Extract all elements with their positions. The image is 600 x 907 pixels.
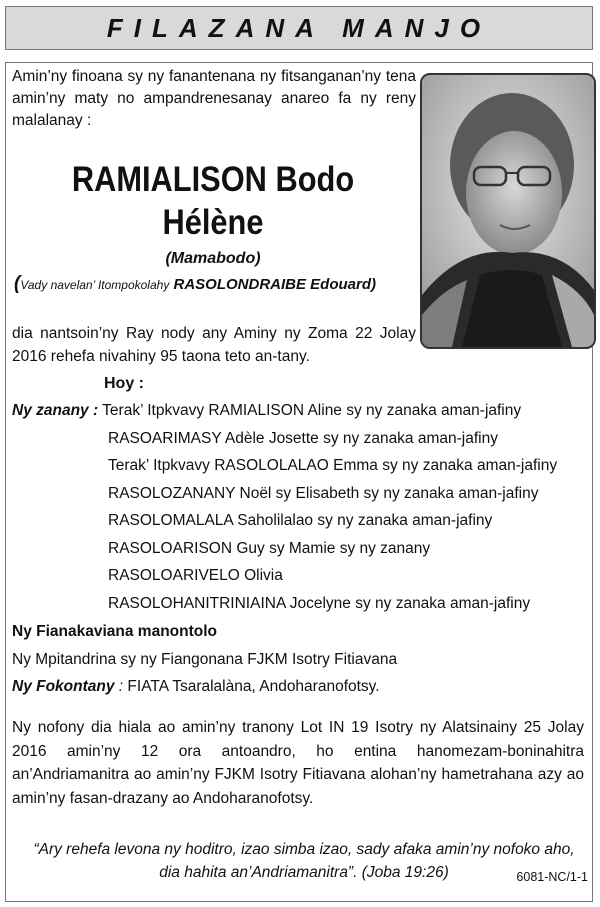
list-item: RASOLOARIVELO Olivia — [108, 567, 283, 584]
portrait-image — [422, 75, 594, 347]
intro-text: Amin’ny finoana sy ny fanantenana ny fitsanganan’ny tena amin’ny maty no ampandrenesanay anareo fa ny reny malalanay : — [12, 68, 416, 129]
husband-line — [14, 273, 418, 295]
husband-label: Vady navelan’ Itompokolahy — [20, 278, 170, 292]
quote-line2: dia hahita an’Andriamanitra”. (Joba 19:26) — [159, 864, 449, 881]
list-item: RASOLOZANANY Noël sy Elisabeth sy ny zanaka aman-jafiny — [108, 484, 539, 502]
fokontany-sep: : — [114, 678, 124, 695]
family-line: Ny Fianakaviana manontolo — [12, 623, 217, 640]
husband-open-paren: ( — [14, 273, 21, 294]
child-entry: Terak’ Itpkvavy RAMIALISON Aline sy ny zanaka aman-jafiny — [102, 402, 522, 419]
bible-quote — [12, 838, 596, 884]
deceased-alias: (Mamabodo) — [165, 250, 261, 267]
fokontany-label: Ny Fokontany — [12, 678, 115, 695]
list-item: Terak’ Itpkvavy RASOLOLALAO Emma sy ny zanaka aman-jafiny — [108, 457, 558, 474]
deceased-name-line2: Hélène — [162, 203, 264, 242]
list-item: RASOLOHANITRINIAINA Jocelyne sy ny zanaka aman-jafiny — [108, 594, 531, 612]
list-item — [12, 401, 596, 429]
header-banner — [5, 6, 593, 50]
deceased-name-line1: RAMIALISON Bodo — [71, 160, 355, 199]
list-item: RASOLOARISON Guy sy Mamie sy ny zanany — [108, 539, 431, 557]
church-line: Ny Mpitandrina sy ny Fiangonana FJKM Isotry Fitiavana — [12, 651, 398, 668]
children-list — [12, 401, 596, 621]
hoy-label: Hoy : — [104, 375, 144, 392]
funeral-details: Ny nofony dia hiala ao amin’ny tranony Lot IN 19 Isotry ny Alatsinainy 25 Jolay 2016 amin’ny 12 ora antoandro, ho entina hanomezam-boninahitra an’Andriamanitra ao amin’ny FJKM Isotry Fitiavana alohan’ny hametrahana azy ao amin’ny fasan-drazany ao Andoharanofotsy. — [12, 719, 584, 807]
fokontany-value: FIATA Tsaralalàna, Andoharanofotsy. — [123, 678, 380, 695]
quote-line1: “Ary rehefa levona ny hoditro, izao simba izao, sady afaka amin’ny nofoko aho, — [33, 841, 575, 858]
reference-code: 6081-NC/1-1 — [516, 870, 588, 884]
notice-title: FILAZANA MANJO — [106, 12, 492, 43]
death-notice: dia nantsoin’ny Ray nody any Aminy ny Zoma 22 Jolay 2016 rehefa nivahiny 95 taona teto an-tany. — [12, 325, 416, 365]
list-item: RASOARIMASY Adèle Josette sy ny zanaka aman-jafiny — [108, 429, 498, 447]
children-label: Ny zanany : — [12, 402, 99, 419]
husband-name: RASOLONDRAIBE Edouard) — [173, 276, 376, 293]
portrait-photo — [420, 73, 596, 349]
fokontany-line — [12, 678, 380, 696]
list-item: RASOLOMALALA Saholilalao sy ny zanaka aman-jafiny — [108, 512, 493, 529]
